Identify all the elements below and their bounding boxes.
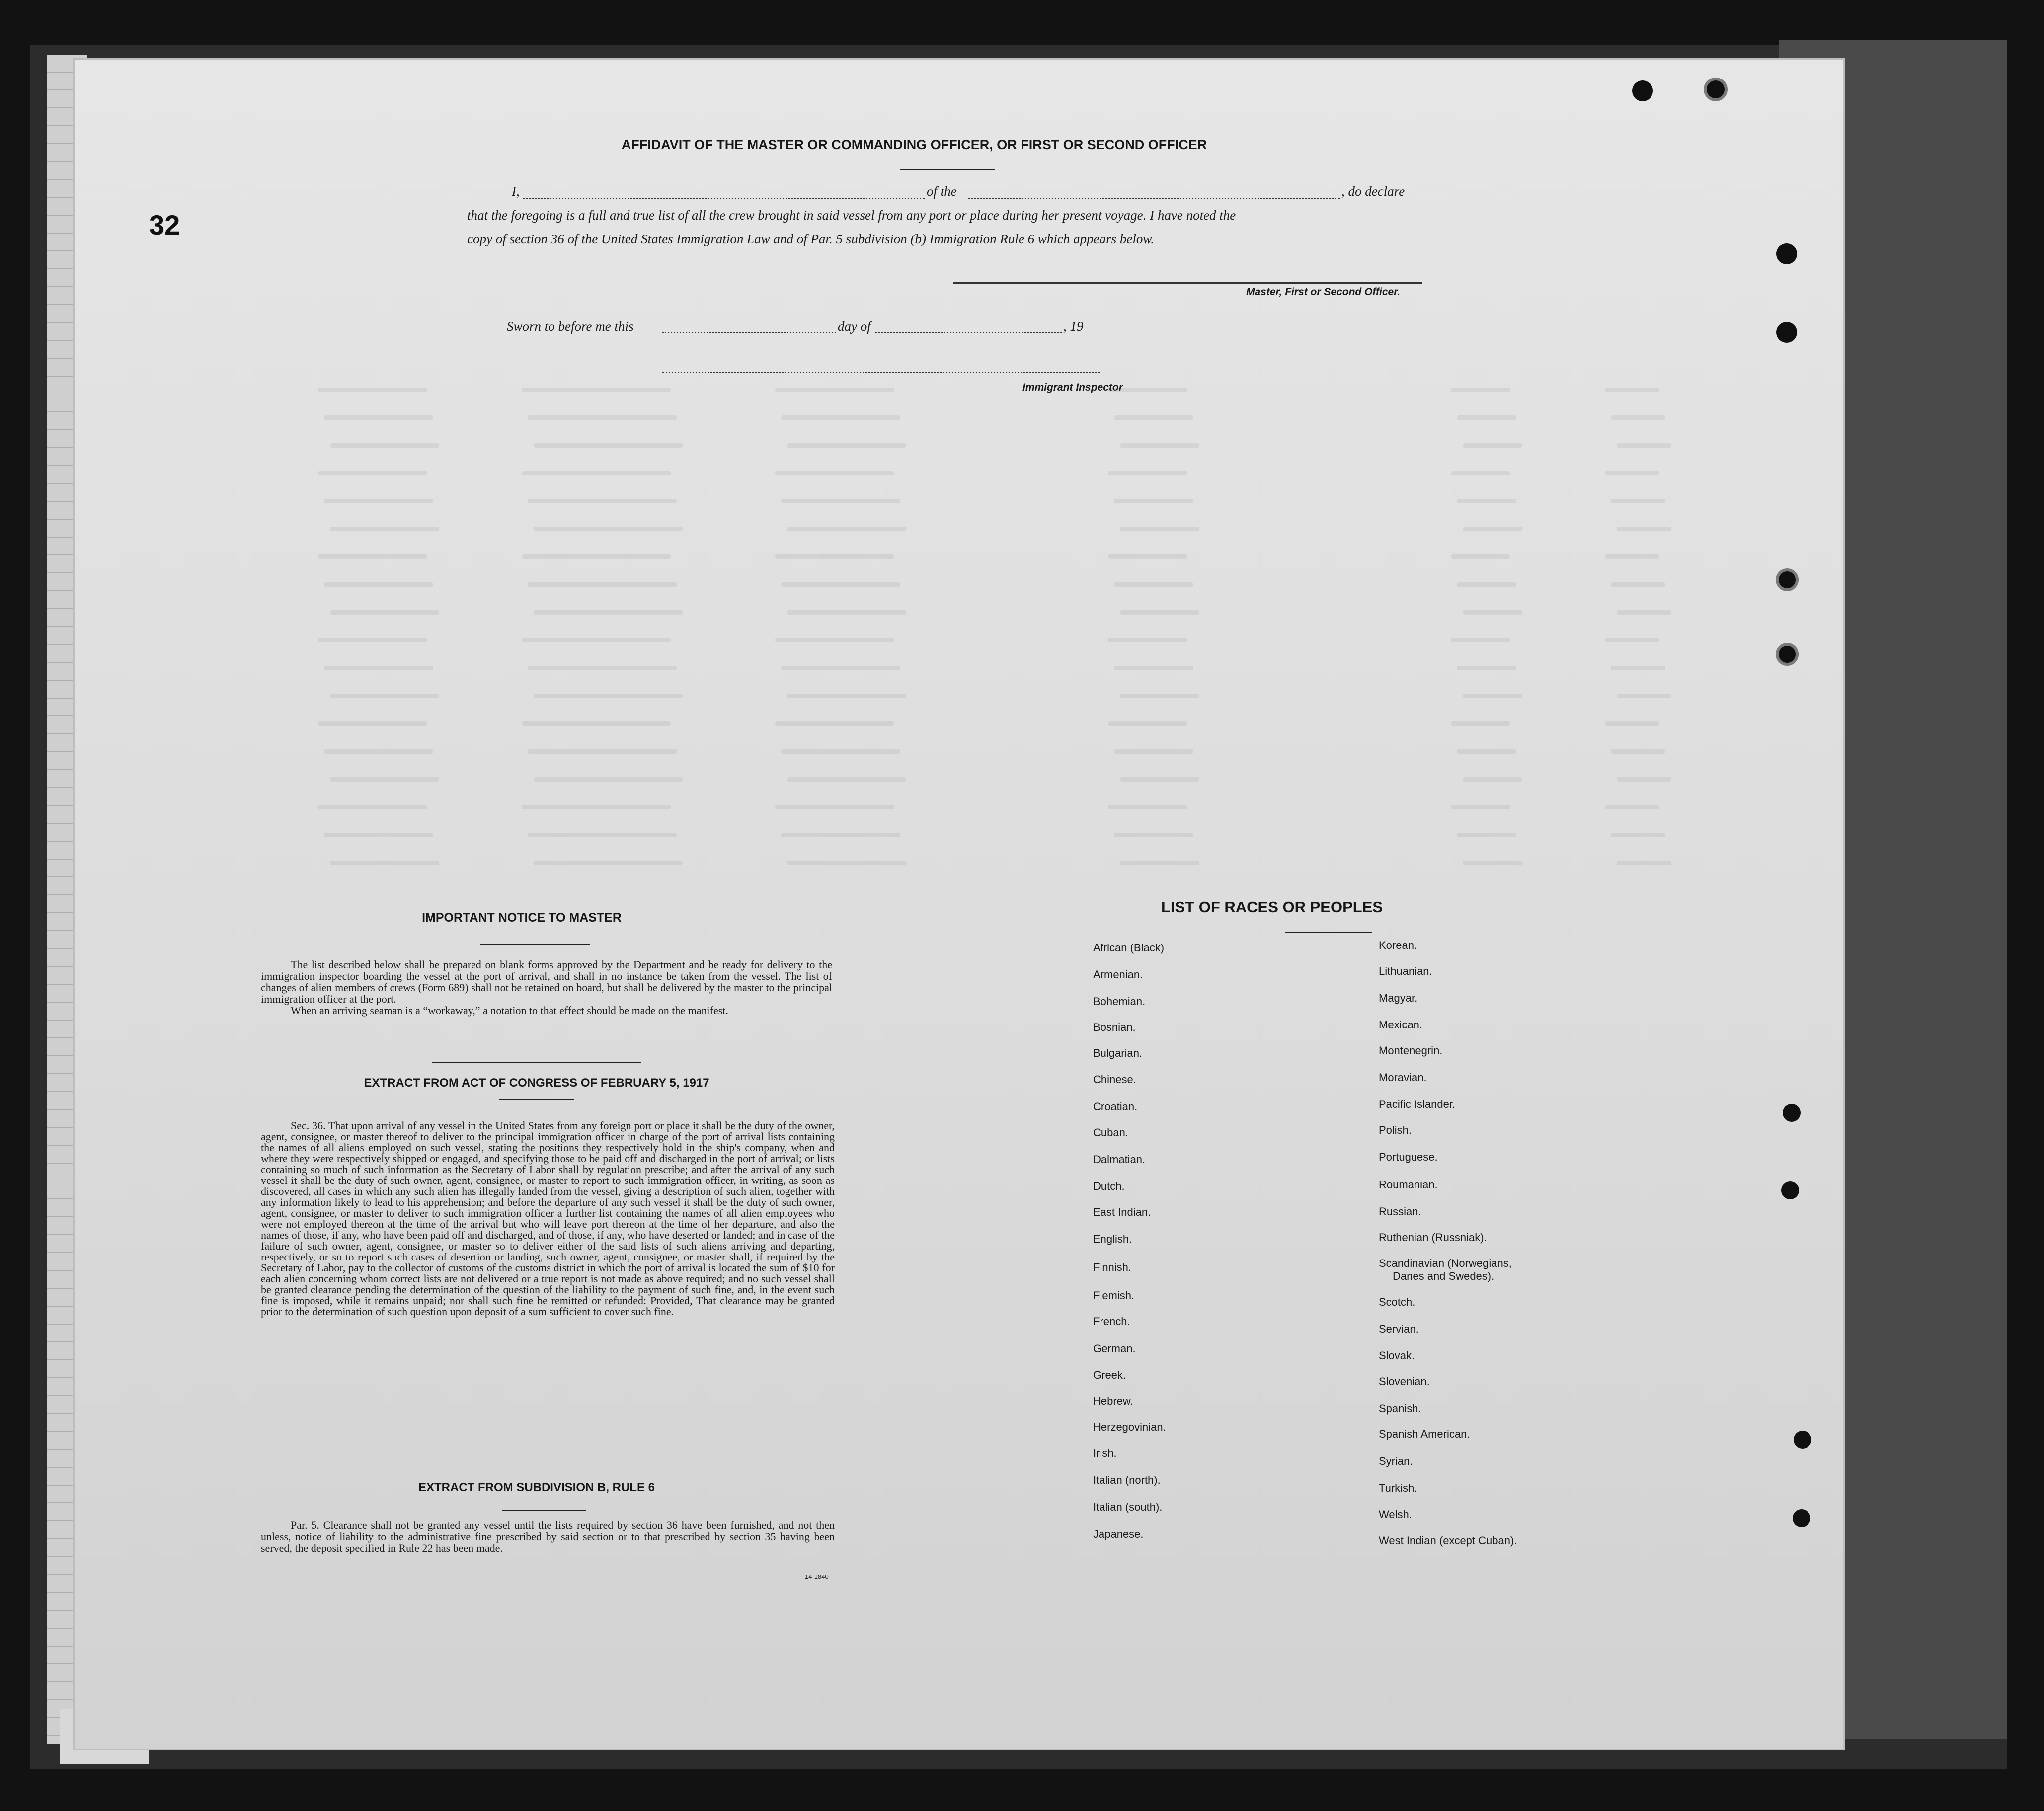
race-item: Slovenian. [1379, 1375, 1430, 1388]
sworn-date-blank-line [662, 332, 836, 333]
bleed-through-mark [787, 443, 906, 448]
bleed-through-mark [775, 721, 894, 726]
race-item: Ruthenian (Russniak). [1379, 1231, 1487, 1244]
bleed-through-mark [522, 554, 671, 559]
affidavit-of-the: of the [927, 184, 957, 199]
race-item: Portuguese. [1379, 1151, 1438, 1163]
race-item: Cuban. [1093, 1126, 1128, 1139]
bleed-through-mark [522, 638, 671, 642]
bleed-through-mark [1451, 388, 1510, 392]
bleed-through-mark [1463, 610, 1522, 615]
sworn-year: , 19 [1063, 319, 1084, 334]
bleed-through-mark [522, 805, 671, 809]
race-item: Herzegovinian. [1093, 1421, 1166, 1433]
bleed-through-mark [787, 527, 906, 531]
race-item: Danes and Swedes). [1393, 1270, 1494, 1282]
extract-act-top-rule [432, 1062, 641, 1063]
bleed-through-mark [787, 861, 906, 865]
bleed-through-mark [1114, 499, 1193, 503]
bleed-through-mark [318, 554, 427, 559]
race-item: Dutch. [1093, 1180, 1125, 1192]
bleed-through-mark [1605, 554, 1659, 559]
bleed-through-mark [324, 749, 433, 754]
master-signature-line [953, 282, 1422, 284]
bleed-through-mark [1451, 554, 1510, 559]
extract-act-paragraph: Sec. 36. That upon arrival of any vessel in the United States from any foreign port or place it shall be the duty of the owner, agent, consignee, or master thereof to deliver to the principal immigration officer in charge of the port of arrival lists containing the names of all aliens employed on such vessel, stating the positions they respectively hold in the ship's company, when and where they were respectively shipped or engaged, and specifying those to be paid off and discharged in the port of arrival; or lists containing so much of such information as the Secretary of Labor shall by regulation prescribe; and after the arrival of any such vessel it shall be the duty of such owner, agent, consignee, or master to report to such immigration officer, in writing, as soon as discovered, all cases in which any such alien has illegally landed from the vessel, giving a description of such alien, together with any information likely to lead to his apprehension; and before the departure of any such vessel it shall be the duty of such owner, agent, consignee, or master to deliver to such immigration officer a further list containing the names of all alien employees who were not employed thereon at the time of the arrival but who will leave port thereon at the time of her departure, and also the names of those, if any, who have been paid off and discharged, and of those, if any, who have deserted or landed; and in case of the failure of such owner, agent, consignee, or master so to deliver either of the said lists of such aliens arriving and departing, respectively, or so to report such cases of desertion or landing, such owner, agent, consignee, or master shall, if required by the Secretary of Labor, pay to the collector of customs of the customs district in which the port of arrival is located the sum of $10 for each alien concerning whom correct lists are not delivered or a true report is not made as above required; and no such vessel shall be granted clearance pending the determination of the question of the liability to the payment of such fine, and, in the event such fine is imposed, while it remains unpaid; nor shall such fine be remitted or refunded: Provided, That clearance may be granted prior to the determination of such question upon deposit of a sum sufficient to cover such fine. [261, 1119, 835, 1318]
bleed-through-mark [324, 666, 433, 670]
race-item: Turkish. [1379, 1482, 1417, 1494]
race-item: East Indian. [1093, 1206, 1151, 1218]
punch-hole [1707, 80, 1725, 98]
bleed-through-mark [1617, 777, 1671, 782]
bleed-through-mark [324, 833, 433, 837]
bleed-through-mark [330, 443, 439, 448]
bleed-through-mark [318, 388, 427, 392]
bleed-through-mark [1463, 777, 1522, 782]
bleed-through-mark [318, 805, 427, 809]
document-page [75, 60, 1843, 1749]
notice-paragraph-2: When an arriving seaman is a “workaway,” a notation to that effect should be made on the manifest. [291, 1004, 728, 1017]
bleed-through-mark [1457, 499, 1516, 503]
affidavit-line2: that the foregoing is a full and true list of all the crew brought in said vessel from any port or place during her present voyage. I have noted the [467, 208, 1236, 223]
bleed-through-mark [1611, 666, 1665, 670]
form-number: 14-1840 [805, 1573, 829, 1580]
bleed-through-mark [1605, 805, 1659, 809]
bleed-through-mark [528, 749, 677, 754]
bleed-through-mark [522, 721, 671, 726]
bleed-through-mark [318, 471, 427, 475]
sworn-prefix: Sworn to before me this [507, 319, 634, 334]
race-item: Spanish American. [1379, 1428, 1470, 1440]
bleed-through-mark [775, 554, 894, 559]
race-item: Spanish. [1379, 1402, 1421, 1415]
bleed-through-mark [1617, 527, 1671, 531]
bleed-through-mark [787, 694, 906, 698]
race-item: Bohemian. [1093, 995, 1146, 1008]
punch-hole [1779, 571, 1796, 588]
race-item: Montenegrin. [1379, 1044, 1443, 1057]
race-item: Korean. [1379, 939, 1417, 951]
bleed-through-mark [1108, 554, 1187, 559]
bleed-through-mark [1114, 415, 1193, 420]
punch-hole [1793, 1509, 1810, 1527]
extract-rule-text [261, 1519, 835, 1554]
bleed-through-mark [330, 861, 439, 865]
race-item: French. [1093, 1315, 1130, 1328]
bleed-through-mark [787, 610, 906, 615]
inspector-label: Immigrant Inspector [1022, 382, 1123, 393]
races-title-rule [1285, 932, 1372, 933]
race-item: English. [1093, 1233, 1132, 1245]
affidavit-title: AFFIDAVIT OF THE MASTER OR COMMANDING OFFICER, OR FIRST OR SECOND OFFICER [621, 137, 1207, 152]
master-signature-label: Master, First or Second Officer. [1246, 286, 1401, 298]
bleed-through-mark [534, 694, 683, 698]
bleed-through-mark [324, 582, 433, 587]
race-item: West Indian (except Cuban). [1379, 1534, 1517, 1547]
bleed-through-mark [1457, 666, 1516, 670]
bleed-through-mark [522, 471, 671, 475]
race-item: Italian (south). [1093, 1501, 1163, 1513]
bleed-through-mark [775, 471, 894, 475]
race-item: African (Black) [1093, 942, 1165, 954]
bleed-through-mark [324, 415, 433, 420]
bleed-through-mark [1120, 694, 1199, 698]
bleed-through-mark [1611, 499, 1665, 503]
bleed-through-mark [781, 499, 900, 503]
punch-hole [1783, 1104, 1801, 1122]
affidavit-line1-prefix: I, [512, 184, 520, 199]
punch-hole [1776, 243, 1797, 264]
bleed-through-mark [775, 388, 894, 392]
race-item: Scotch. [1379, 1296, 1415, 1308]
bleed-through-mark [318, 721, 427, 726]
race-item: German. [1093, 1342, 1136, 1355]
bleed-through-mark [1605, 638, 1659, 642]
bleed-through-mark [775, 805, 894, 809]
race-item: Mexican. [1379, 1019, 1423, 1031]
bleed-through-mark [1463, 694, 1522, 698]
bleed-through-mark [1611, 415, 1665, 420]
bleed-through-mark [1457, 833, 1516, 837]
extract-act-title: EXTRACT FROM ACT OF CONGRESS OF FEBRUARY 5, 1917 [364, 1076, 709, 1090]
bleed-through-mark [1120, 777, 1199, 782]
punch-hole [1781, 1181, 1799, 1199]
bleed-through-mark [534, 443, 683, 448]
bleed-through-mark [318, 638, 427, 642]
race-item: Greek. [1093, 1369, 1126, 1381]
punch-hole [1794, 1431, 1811, 1449]
bleed-through-mark [1451, 721, 1510, 726]
bleed-through-mark [330, 527, 439, 531]
extract-act-bottom-rule [499, 1099, 574, 1100]
race-item: Italian (north). [1093, 1474, 1161, 1486]
bleed-through-mark [1457, 415, 1516, 420]
bleed-through-mark [1463, 527, 1522, 531]
bleed-through-mark [1120, 527, 1199, 531]
extract-rule-rule [502, 1510, 586, 1511]
bleed-through-mark [1451, 805, 1510, 809]
bleed-through-mark [1617, 443, 1671, 448]
bleed-through-mark [1617, 861, 1671, 865]
affidavit-line1-suffix: , do declare [1341, 184, 1405, 199]
bleed-through-mark [528, 415, 677, 420]
bleed-through-mark [528, 666, 677, 670]
race-item: Croatian. [1093, 1101, 1138, 1113]
bleed-through-mark [1114, 749, 1193, 754]
bleed-through-mark [1120, 861, 1199, 865]
affidavit-line3: copy of section 36 of the United States Immigration Law and of Par. 5 subdivision (b) Immigration Rule 6 which appears below. [467, 232, 1155, 246]
race-item: Chinese. [1093, 1073, 1136, 1086]
vessel-blank-line [968, 198, 1340, 199]
race-item: Polish. [1379, 1124, 1412, 1136]
notice-title: IMPORTANT NOTICE TO MASTER [422, 911, 622, 925]
race-item: Servian. [1379, 1323, 1419, 1335]
race-item: Armenian. [1093, 968, 1143, 981]
race-item: Welsh. [1379, 1508, 1412, 1521]
bleed-through-mark [781, 833, 900, 837]
bleed-through-mark [775, 638, 894, 642]
sworn-day-of: day of [838, 319, 871, 334]
race-item: Roumanian. [1379, 1179, 1438, 1191]
inspector-signature-line [662, 372, 1100, 373]
bleed-through-mark [330, 694, 439, 698]
bleed-through-mark [1120, 443, 1199, 448]
race-item: Hebrew. [1093, 1395, 1133, 1407]
notice-paragraph-1: The list described below shall be prepared on blank forms approved by the Department and be ready for delivery to the immigration inspector boarding the vessel at the port of arrival, and shall in no instance be taken from the vessel. The list of changes of alien members of crews (Form 689) shall not be retained on board, but shall be delivered by the master to the principal immigration officer at the port. [261, 958, 832, 1005]
affidavit-title-rule [900, 169, 995, 170]
bleed-through-mark [1114, 666, 1193, 670]
bleed-through-mark [528, 499, 677, 503]
bleed-through-mark [1611, 749, 1665, 754]
race-item: Irish. [1093, 1447, 1117, 1459]
margin-mark: 32 [149, 209, 180, 240]
bleed-through-mark [1451, 471, 1510, 475]
bleed-through-mark [1451, 638, 1510, 642]
bleed-through-mark [781, 666, 900, 670]
bleed-through-mark [528, 582, 677, 587]
bleed-through-mark [534, 527, 683, 531]
bleed-through-mark [781, 582, 900, 587]
race-item: Slovak. [1379, 1349, 1415, 1362]
race-item: Syrian. [1379, 1455, 1413, 1467]
extract-rule-title: EXTRACT FROM SUBDIVISION B, RULE 6 [418, 1481, 655, 1494]
race-item: Dalmatian. [1093, 1153, 1146, 1166]
notice-title-rule [480, 944, 590, 945]
bleed-through-mark [522, 388, 671, 392]
race-item: Moravian. [1379, 1071, 1427, 1084]
bleed-through-mark [1120, 610, 1199, 615]
bleed-through-mark [1114, 582, 1193, 587]
notice-text [261, 959, 832, 1016]
bleed-through-mark [1617, 694, 1671, 698]
punch-hole [1779, 646, 1796, 663]
bleed-through-mark [1463, 443, 1522, 448]
punch-hole [1776, 322, 1797, 343]
name-blank-line [523, 198, 925, 199]
bleed-through-mark [1108, 471, 1187, 475]
race-item: Lithuanian. [1379, 965, 1432, 977]
extract-act-text [261, 1120, 835, 1317]
bleed-through-mark [781, 415, 900, 420]
bleed-through-mark [330, 610, 439, 615]
race-item: Russian. [1379, 1205, 1421, 1218]
race-item: Flemish. [1093, 1289, 1135, 1302]
bleed-through-mark [781, 749, 900, 754]
bleed-through-mark [528, 833, 677, 837]
bleed-through-mark [1605, 471, 1659, 475]
bleed-through-mark [1605, 721, 1659, 726]
race-item: Pacific Islander. [1379, 1098, 1456, 1110]
bleed-through-mark [1463, 861, 1522, 865]
race-item: Finnish. [1093, 1261, 1132, 1273]
bleed-through-mark [787, 777, 906, 782]
extract-rule-paragraph: Par. 5. Clearance shall not be granted any vessel until the lists required by section 36 have been furnished, and not then unless, notice of liability to the administrative fine prescribed by said section or to that prescribed by section 35 having been served, the deposit specified in Rule 22 has been made. [261, 1519, 835, 1554]
race-item: Scandinavian (Norwegians, [1379, 1257, 1512, 1269]
race-item: Magyar. [1379, 992, 1418, 1004]
bleed-through-mark [534, 861, 683, 865]
bleed-through-mark [534, 777, 683, 782]
bleed-through-mark [1108, 638, 1187, 642]
bleed-through-mark [534, 610, 683, 615]
race-item: Bulgarian. [1093, 1047, 1143, 1059]
bleed-through-mark [330, 777, 439, 782]
bleed-through-mark [1457, 749, 1516, 754]
races-title: LIST OF RACES OR PEOPLES [1161, 898, 1383, 916]
bleed-through-mark [1617, 610, 1671, 615]
bleed-through-mark [1611, 833, 1665, 837]
punch-hole [1632, 80, 1653, 101]
bleed-through-mark [1605, 388, 1659, 392]
bleed-through-mark [1108, 805, 1187, 809]
bleed-through-mark [1611, 582, 1665, 587]
bleed-through-mark [1457, 582, 1516, 587]
race-item: Bosnian. [1093, 1021, 1136, 1033]
sworn-month-blank-line [875, 332, 1062, 333]
bleed-through-mark [324, 499, 433, 503]
race-item: Japanese. [1093, 1528, 1144, 1540]
bleed-through-mark [1114, 833, 1193, 837]
bleed-through-mark [1108, 721, 1187, 726]
